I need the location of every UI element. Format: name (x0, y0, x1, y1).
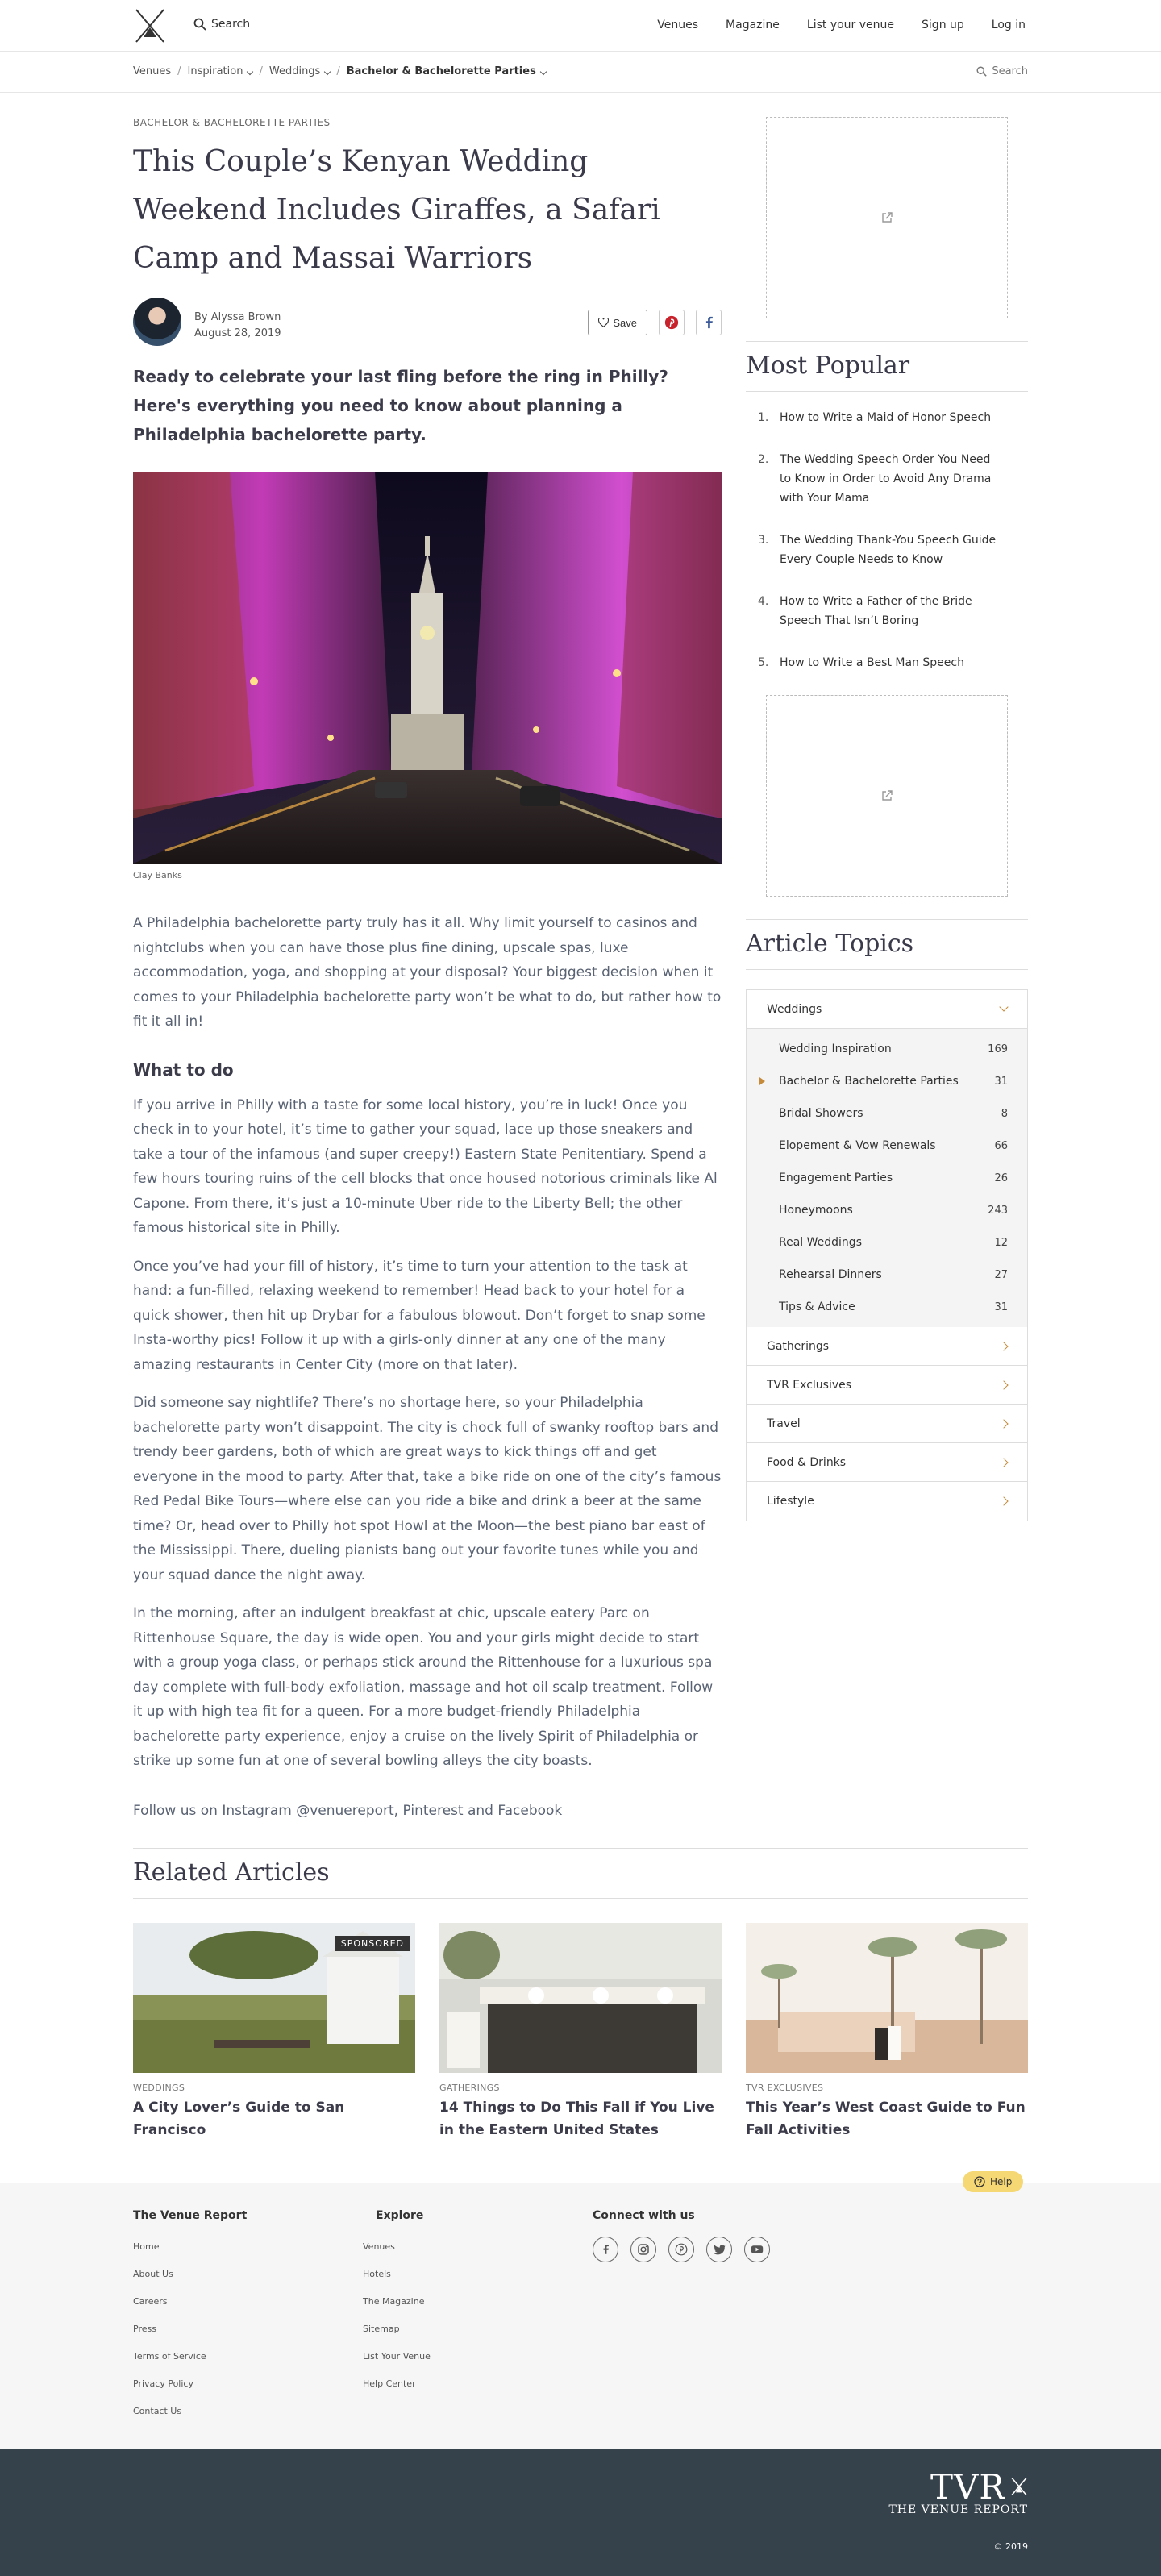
popular-rank: 1. (758, 411, 769, 424)
tvr-logo-icon[interactable] (133, 8, 167, 44)
card-image-palm-couple (746, 1923, 1028, 2073)
external-link-icon (880, 211, 893, 224)
breadcrumb-inspiration[interactable]: Inspiration (188, 65, 253, 77)
topic-weddings[interactable] (747, 990, 1027, 1029)
card-title: This Year’s West Coast Guide to Fun Fall Activities (746, 2100, 1026, 2138)
related-title: Related Articles (133, 1858, 1028, 1899)
footer-heading: The Venue Report (133, 2209, 248, 2222)
subtopic-item[interactable]: Engagement Parties 26 (779, 1171, 1008, 1184)
popular-rank: 5. (758, 656, 769, 669)
chevron-right-icon (999, 1496, 1008, 1505)
topic-travel[interactable]: Travel (747, 1405, 1027, 1443)
article-topics-title: Article Topics (746, 930, 1028, 970)
related-cards (133, 1923, 1028, 2141)
topic-gatherings[interactable]: Gatherings (747, 1327, 1027, 1366)
subtopic-item[interactable]: Rehearsal Dinners 27 (779, 1268, 1008, 1281)
card-title: A City Lover’s Guide to San Francisco (133, 2100, 345, 2138)
breadcrumb-venues[interactable]: Venues (133, 65, 172, 77)
subtopic-item-active[interactable]: Bachelor & Bachelorette Parties 31 (747, 1065, 1027, 1097)
popular-title: How to Write a Best Man Speech (780, 656, 964, 669)
subtopic-count: 12 (994, 1236, 1008, 1249)
breadcrumb-current[interactable]: Bachelor & Bachelorette Parties (347, 65, 546, 77)
ad-slot[interactable] (766, 117, 1008, 318)
footer-link[interactable]: Sitemap (363, 2324, 400, 2334)
author-info (194, 310, 281, 342)
pinterest-icon[interactable] (668, 2237, 694, 2262)
instagram-icon[interactable] (630, 2237, 656, 2262)
footer-col-explore (363, 2209, 431, 2389)
social-links (593, 2237, 770, 2262)
subtopic-item[interactable]: Wedding Inspiration 169 (779, 1042, 1008, 1055)
footer-link[interactable]: Careers (133, 2296, 168, 2307)
popular-title: The Wedding Thank-You Speech Guide Every Couple Needs to Know (780, 534, 997, 566)
chevron-right-icon (999, 1342, 1008, 1350)
footer-link[interactable]: List Your Venue (363, 2351, 431, 2362)
popular-rank: 4. (758, 595, 769, 608)
external-link-icon (880, 789, 893, 802)
card-category: WEDDINGS (133, 2083, 185, 2093)
subtopic-count: 31 (994, 1300, 1008, 1313)
footer-link[interactable]: Press (133, 2324, 156, 2334)
breadcrumb-separator: / (177, 65, 181, 77)
brand-mark: TVR (888, 2470, 1028, 2505)
most-popular-list (746, 408, 1028, 672)
nav-magazine[interactable]: Magazine (726, 19, 780, 31)
nav-venues[interactable]: Venues (657, 19, 699, 31)
popular-item[interactable] (746, 653, 1028, 672)
footer-col-connect (593, 2209, 770, 2262)
photo-credit: Clay Banks (133, 870, 182, 880)
chevron-down-icon (247, 69, 253, 75)
chevron-down-icon (540, 69, 547, 75)
search-icon (194, 18, 206, 31)
question-icon (974, 2176, 985, 2187)
subtopic-item[interactable]: Honeymoons 243 (779, 1204, 1008, 1217)
subtopic-count: 66 (994, 1139, 1008, 1152)
ad-slot[interactable] (766, 695, 1008, 897)
related-card[interactable] (746, 1923, 1028, 2141)
footer-link[interactable]: Home (133, 2241, 160, 2252)
magazine-search[interactable] (976, 65, 1028, 77)
subtopic-item[interactable]: Tips & Advice 31 (779, 1300, 1008, 1313)
popular-title: The Wedding Speech Order You Need to Know in Order to Avoid Any Drama with Your Mama (780, 453, 992, 505)
pinterest-share-button[interactable] (659, 310, 685, 335)
paragraph: A Philadelphia bachelorette party truly has it all. Why limit yourself to casinos and nightclubs when you can have those plus fine dining, upscale spas, luxe accommodation, yoga, and shopping at your disposal? Your biggest decision when it comes to your Philadelphia bachelorette party won’t be what to do, but rather how to fit it all in! (133, 915, 722, 1030)
heart-icon (598, 318, 609, 327)
byline (133, 298, 722, 347)
top-navbar (0, 0, 1161, 52)
popular-item[interactable] (746, 592, 1028, 630)
palm-illustration (746, 1923, 1028, 2073)
subtopic-count: 31 (994, 1075, 1008, 1088)
article-category[interactable]: BACHELOR & BACHELORETTE PARTIES (133, 117, 331, 128)
related-articles (133, 1848, 1028, 2141)
subtopic-count: 169 (988, 1042, 1008, 1055)
topic-label: Weddings (767, 1002, 822, 1016)
facebook-icon[interactable] (593, 2237, 618, 2262)
most-popular-title: Most Popular (746, 352, 1028, 392)
related-card[interactable] (439, 1923, 722, 2141)
hero-photo-philadelphia-street (133, 472, 722, 864)
card-image-dinner-table (439, 1923, 722, 2073)
facebook-icon (703, 316, 714, 329)
author-name[interactable]: By Alyssa Brown (194, 311, 281, 323)
search-icon (976, 66, 987, 77)
breadcrumb-separator: / (259, 65, 263, 77)
nav-list-venue[interactable]: List your venue (806, 19, 895, 31)
subtopic-item[interactable]: Elopement & Vow Renewals 66 (779, 1139, 1008, 1152)
chevron-right-icon (999, 1380, 1008, 1389)
article (133, 117, 722, 1819)
popular-rank: 2. (758, 453, 769, 466)
header-search[interactable] (194, 18, 250, 31)
nav-sign-up[interactable]: Sign up (922, 19, 964, 31)
footer-link[interactable]: Contact Us (133, 2406, 182, 2416)
help-button[interactable] (963, 2171, 1023, 2192)
footer-link[interactable]: Privacy Policy (133, 2378, 194, 2389)
paragraph: Did someone say nightlife? There’s no shortage here, so your Philadelphia bachelorette party won’t disappoint. The city is chock full of swanky rooftop bars and trendy beer gardens, both of which are great ways to kick things off and get everyone in the mood to party. After that, take a bike ride on one of the city’s famous Red Pedal Bike Tours—where else can you ride a bike and drink a beer at the same time? Or, head over to Philly hot spot Howl at the Moon—the best piano bar east of the Mississippi. There, dueling pianists bang out your favorite tunes while you and your squad dance the night away. (133, 1395, 722, 1583)
topics-accordion (746, 989, 1028, 1521)
breadcrumb-separator: / (336, 65, 340, 77)
breadcrumb-bar (0, 52, 1161, 93)
popular-item[interactable] (746, 450, 1028, 508)
divider (746, 341, 1028, 342)
tvr-logo-icon (1010, 2476, 1028, 2497)
divider (746, 919, 1028, 920)
save-button[interactable] (588, 310, 647, 335)
brand-name: THE VENUE REPORT (888, 2503, 1028, 2516)
popular-item[interactable] (746, 531, 1028, 569)
section-heading: What to do (133, 1059, 234, 1080)
footer-link[interactable]: Venues (363, 2241, 395, 2252)
nav-log-in[interactable]: Log in (991, 19, 1026, 31)
chevron-right-icon (999, 1419, 1008, 1428)
youtube-icon[interactable] (744, 2237, 770, 2262)
popular-title: How to Write a Father of the Bride Speech That Isn’t Boring (780, 595, 972, 627)
chevron-down-icon (324, 69, 331, 75)
topic-lifestyle[interactable]: Lifestyle (747, 1482, 1027, 1521)
main-nav (657, 19, 1026, 31)
popular-item[interactable] (746, 408, 1028, 427)
pinterest-icon (664, 315, 679, 330)
copyright: © 2019 (993, 2541, 1028, 2552)
tvr-footer-logo[interactable] (888, 2467, 1028, 2516)
topic-food-drinks[interactable]: Food & Drinks (747, 1443, 1027, 1482)
footer-col-venue-report (133, 2209, 247, 2416)
author-avatar (133, 298, 181, 346)
footer-heading: Explore (376, 2209, 424, 2222)
footer-heading: Connect with us (593, 2209, 695, 2222)
footer-bottom-bar (0, 2449, 1161, 2576)
subtopic-count: 26 (994, 1171, 1008, 1184)
breadcrumb-weddings[interactable]: Weddings (269, 65, 330, 77)
sidebar (746, 117, 1028, 1521)
topic-tvr-exclusives[interactable]: TVR Exclusives (747, 1366, 1027, 1405)
publish-date: August 28, 2019 (194, 327, 281, 339)
paragraph: If you arrive in Philly with a taste for some local history, you’re in luck! Once you check in to your hotel, it’s time to gather your squad, lace up those sneakers and take a tour of the infamous (and super creepy!) Eastern State Penitentiary. Spend a few hours touring ruins of the cell blocks that once housed notorious criminals like Al Capone. From there, it’s just a 10-minute Uber ride to the Liberty Bell; the other famous historical site in Philly. (133, 1097, 718, 1236)
related-card[interactable] (133, 1923, 415, 2141)
popular-title: How to Write a Maid of Honor Speech (780, 411, 992, 424)
subtopic-count: 243 (988, 1204, 1008, 1217)
sponsored-badge: SPONSORED (335, 1936, 410, 1951)
article-intro: Ready to celebrate your last fling before the ring in Philly? Here's everything you need to know about planning a Philadelphia bachelorette party. (133, 367, 668, 444)
footer (0, 2176, 1161, 2449)
weddings-subtopics (747, 1029, 1027, 1327)
follow-us-text[interactable]: Follow us on Instagram @venuereport, Pinterest and Facebook (133, 1802, 563, 1819)
twitter-icon[interactable] (706, 2237, 732, 2262)
footer-link[interactable]: Help Center (363, 2378, 416, 2389)
magazine-search-label: Search (992, 65, 1028, 77)
header-search-label: Search (211, 18, 251, 31)
footer-link[interactable]: Hotels (363, 2269, 391, 2279)
subtopic-item[interactable]: Real Weddings 12 (779, 1236, 1008, 1249)
article-title: This Couple’s Kenyan Wedding Weekend Includes Giraffes, a Safari Camp and Massai Warriors (133, 145, 660, 275)
footer-link[interactable]: Terms of Service (133, 2351, 206, 2362)
subtopic-item[interactable]: Bridal Showers 8 (779, 1107, 1008, 1120)
subtopic-count: 8 (1001, 1107, 1008, 1120)
save-label: Save (613, 316, 637, 329)
card-title: 14 Things to Do This Fall if You Live in the Eastern United States (439, 2100, 714, 2138)
card-image-vineyard-barn (133, 1923, 415, 2073)
share-actions (588, 310, 722, 335)
breadcrumb (133, 65, 546, 77)
popular-rank: 3. (758, 534, 769, 547)
city-street-illustration (133, 472, 722, 864)
facebook-share-button[interactable] (696, 310, 722, 335)
chevron-right-icon (999, 1458, 1008, 1467)
card-category: GATHERINGS (439, 2083, 500, 2093)
help-label: Help (990, 2176, 1013, 2187)
footer-link[interactable]: About Us (133, 2269, 173, 2279)
paragraph: Once you’ve had your fill of history, it’s time to turn your attention to the task at hand: a fun-filled, relaxing weekend to remember! Head back to your hotel for a quick shower, then hit up Drybar for a fabulous blowout. Don’t forget to snap some Insta-worthy pics! Follow it up with a girls-only dinner at any one of the many amazing restaurants in Center City (more on that later). (133, 1258, 705, 1373)
footer-link[interactable]: The Magazine (363, 2296, 425, 2307)
paragraph: In the morning, after an indulgent breakfast at chic, upscale eatery Parc on Rittenhouse Square, the day is wide open. You and your girls might decide to start with a group yoga class, or perhaps stick around the Rittenhouse for a luxurious spa day complete with full-body exfoliation, massage and hot oil scalp treatment. Follow it up with high tea fit for a queen. For a more budget-friendly Philadelphia bachelorette party experience, enjoy a cruise on the lively Spirit of Philadelphia or strike up some fun at one of several bowling alleys the city boasts. (133, 1605, 714, 1769)
chevron-down-icon (999, 1002, 1008, 1011)
card-category: TVR EXCLUSIVES (746, 2083, 824, 2093)
subtopic-count: 27 (994, 1268, 1008, 1281)
table-illustration (439, 1923, 722, 2073)
article-body (133, 911, 722, 1819)
